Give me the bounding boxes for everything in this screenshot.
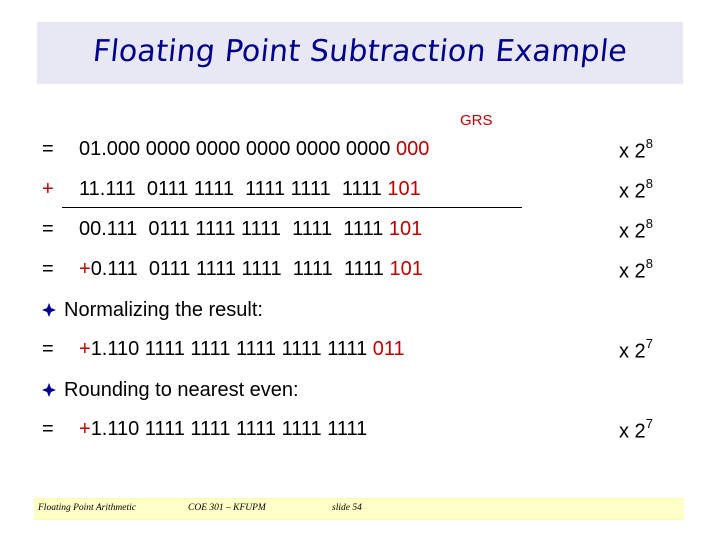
bullet-text: Rounding to nearest even: — [64, 378, 299, 401]
exponent-base: x 2 — [619, 180, 646, 203]
row-value — [79, 258, 423, 281]
row-operator: = — [42, 138, 54, 160]
exponent-power: 7 — [645, 416, 653, 431]
row-value — [79, 178, 421, 201]
row-operator: = — [42, 218, 54, 240]
row-exponent — [619, 178, 653, 204]
diamond-bullet-icon — [42, 303, 56, 317]
row-value-grs: 000 — [395, 138, 430, 160]
row-value-main: 1.110 1111 1111 1111 1111 1111 — [90, 418, 368, 440]
row-value-sign: + — [79, 258, 91, 280]
row-value — [79, 138, 429, 161]
exponent-base: x 2 — [619, 140, 646, 163]
footer-course-code: COE 301 – KFUPM — [188, 503, 266, 513]
computation-row — [0, 138, 720, 168]
row-exponent — [619, 138, 653, 164]
exponent-power: 8 — [645, 256, 653, 271]
row-value-main: 0.111 0111 1111 1111 1111 1111 — [90, 258, 390, 280]
row-operator: + — [42, 178, 54, 200]
title-box — [37, 22, 683, 84]
sum-rule — [62, 207, 522, 208]
row-value-grs: 011 — [372, 338, 405, 360]
row-value-main: 11.111 0111 1111 1111 1111 1111 — [79, 178, 388, 200]
computation-row — [0, 418, 720, 448]
row-exponent — [619, 258, 653, 284]
exponent-power: 8 — [645, 176, 653, 191]
exponent-base: x 2 — [619, 220, 646, 243]
grs-label: GRS — [460, 112, 493, 129]
row-value-grs: 101 — [389, 258, 423, 280]
row-operator: = — [42, 338, 54, 360]
bullet-text: Normalizing the result: — [64, 298, 263, 321]
row-value-grs: 101 — [387, 178, 421, 200]
slide-title: Floating Point Subtraction Example — [91, 33, 629, 69]
slide-footer — [34, 498, 684, 520]
exponent-base: x 2 — [619, 340, 646, 363]
row-value-sign: + — [79, 418, 91, 440]
row-value — [79, 338, 405, 361]
row-operator: = — [42, 258, 54, 280]
row-operator: = — [42, 418, 54, 440]
computation-row — [0, 258, 720, 288]
row-value-main: 01.000 0000 0000 0000 0000 0000 — [79, 138, 396, 160]
footer-course-topic: Floating Point Arithmetic — [38, 503, 136, 513]
row-value-main: 1.110 1111 1111 1111 1111 1111 — [90, 338, 373, 360]
computation-row — [0, 338, 720, 368]
row-value — [79, 418, 367, 441]
row-value-main: 00.111 0111 1111 1111 1111 1111 — [79, 218, 389, 240]
computation-row — [0, 218, 720, 248]
exponent-power: 8 — [645, 136, 653, 151]
row-value-sign: + — [79, 338, 91, 360]
exponent-power: 8 — [645, 216, 653, 231]
exponent-base: x 2 — [619, 260, 646, 283]
row-exponent — [619, 418, 653, 444]
diamond-bullet-icon — [42, 383, 56, 397]
footer-slide-number: slide 54 — [332, 503, 362, 513]
row-exponent — [619, 218, 653, 244]
exponent-base: x 2 — [619, 420, 646, 443]
row-exponent — [619, 338, 653, 364]
row-value — [79, 218, 422, 241]
exponent-power: 7 — [645, 336, 653, 351]
computation-row — [0, 178, 720, 208]
row-value-grs: 101 — [388, 218, 423, 240]
bullet-item — [42, 296, 263, 324]
bullet-item — [42, 376, 299, 404]
